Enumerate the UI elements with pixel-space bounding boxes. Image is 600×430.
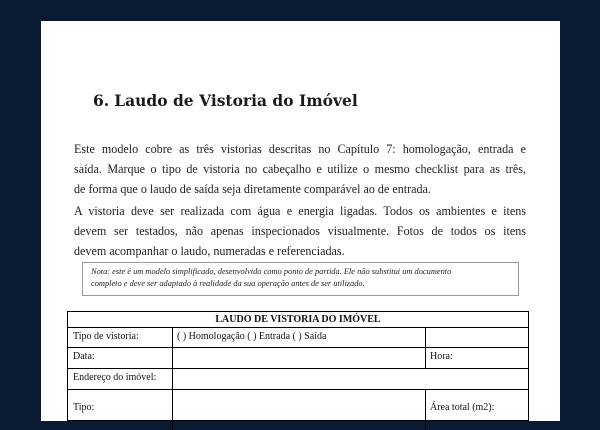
tipo-vistoria-options: ( ) Homologação ( ) Entrada ( ) Saída [177, 331, 327, 342]
paragraph-line: de forma que o laudo de saída seja diretamente comparável ao de entrada. [74, 182, 431, 196]
instructions-paragraph [74, 201, 526, 261]
cell-divider [425, 328, 426, 347]
hora-label: Hora: [430, 351, 453, 362]
area-total-label: Área total (m2): [430, 402, 495, 413]
cell-divider [172, 390, 173, 430]
cell-divider [172, 369, 173, 389]
data-label: Data: [73, 351, 95, 362]
section-title: Laudo de Vistoria do Imóvel [114, 91, 358, 110]
paragraph-line: devem acompanhar o laudo, numeradas e referenciadas. [74, 244, 345, 258]
note-box [82, 262, 519, 296]
form-title: LAUDO DE VISTORIA DO IMÓVEL [68, 312, 528, 328]
section-heading [93, 91, 358, 110]
endereco-label: Endereço do imóvel: [73, 372, 157, 383]
note-line: completo e deve ser adaptado à realidade da sua operação antes de ser utilizado. [91, 279, 365, 288]
paragraph-line: devem ser testados, não apenas inspecionados visualmente. Fotos de todos os itens [74, 224, 526, 238]
paragraph-line: Este modelo cobre as três vistorias descritas no Capítulo 7: homologação, entrada e [74, 142, 526, 156]
inspection-form-table [67, 311, 529, 421]
document-page [41, 21, 560, 421]
form-row-endereco [68, 369, 528, 390]
section-number: 6. [93, 91, 110, 110]
tipo-label: Tipo: [73, 402, 95, 413]
form-row-tipo-vistoria [68, 328, 528, 348]
cell-divider [172, 348, 173, 368]
note-line: Nota: este é um modelo simplificado, desenvolvido como ponto de partida. Ele não substitui um documento [91, 267, 452, 276]
form-row-data [68, 348, 528, 369]
paragraph-line: A vistoria deve ser realizada com água e energia ligadas. Todos os ambientes e itens [74, 204, 526, 218]
tipo-vistoria-label: Tipo de vistoria: [73, 331, 139, 342]
paragraph-line: saída. Marque o tipo de vistoria no cabeçalho e utilize o mesmo checklist para as três, [74, 162, 526, 176]
intro-paragraph [74, 139, 526, 199]
form-row-tipo [68, 390, 528, 430]
